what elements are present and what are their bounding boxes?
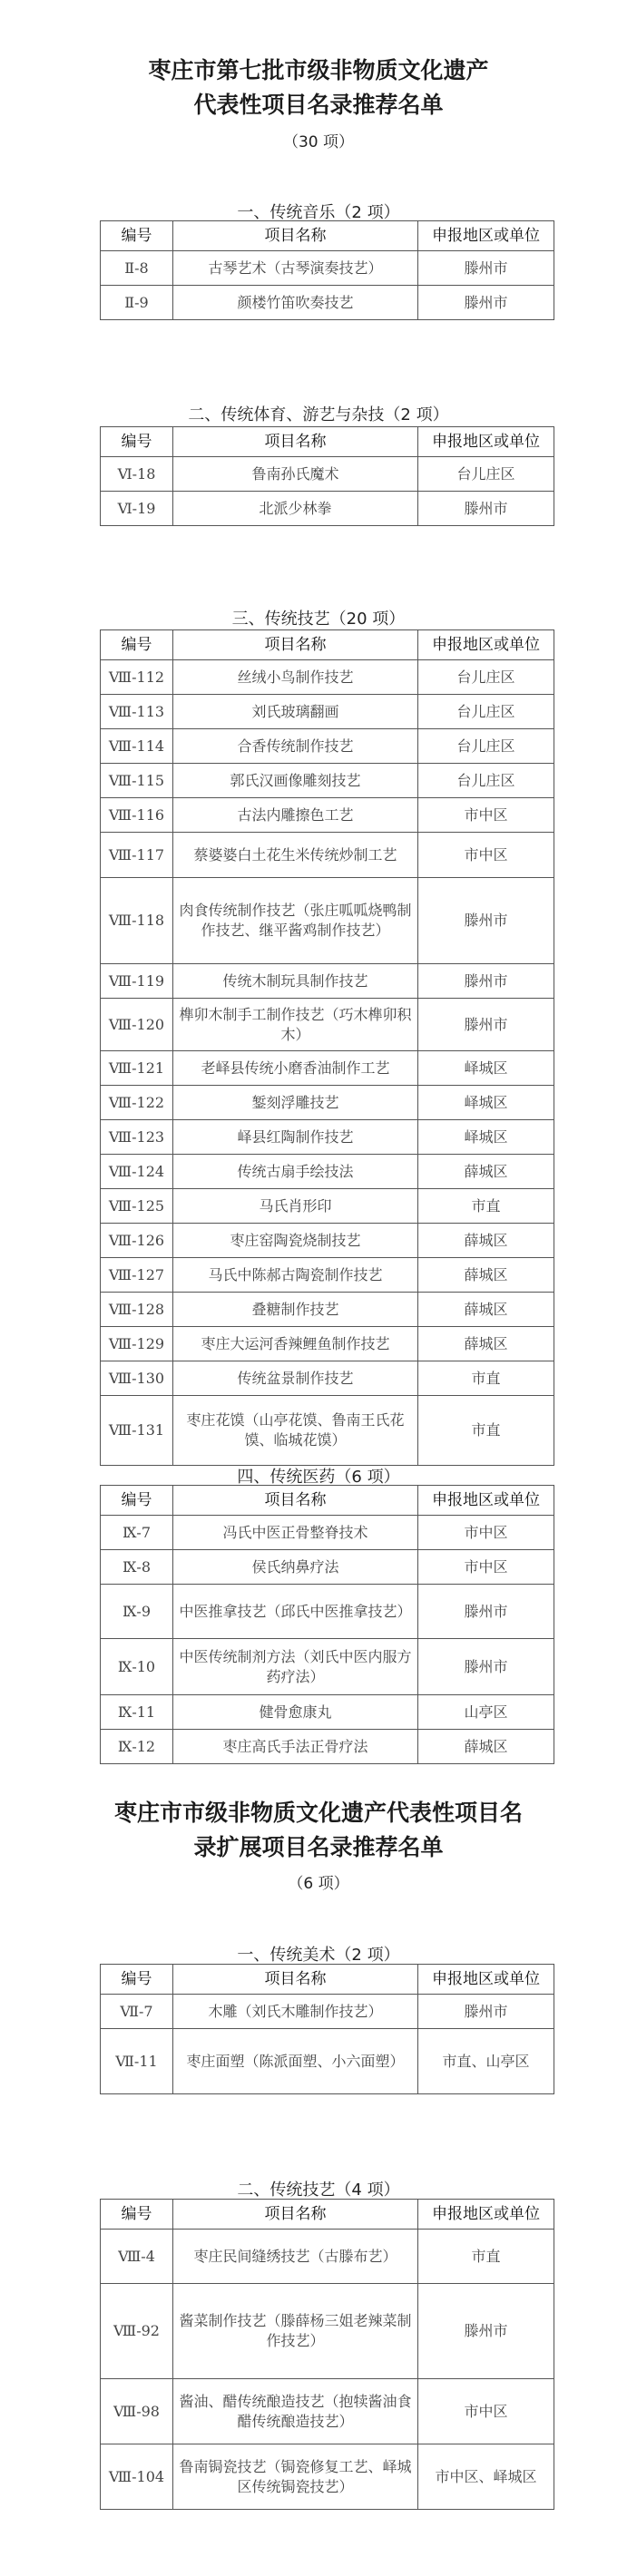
- table-row: [101, 2230, 554, 2284]
- heritage-table: [100, 2199, 554, 2510]
- item-code-cell: Ⅶ-11: [101, 2029, 173, 2094]
- item-name-cell: 枣庄高氏手法正骨疗法: [173, 1730, 418, 1764]
- item-code-cell: Ⅷ-113: [101, 695, 173, 729]
- item-code-cell: Ⅱ-9: [101, 286, 173, 320]
- header-cell: 申报地区或单位: [418, 221, 554, 251]
- item-code-cell: Ⅷ-114: [101, 729, 173, 764]
- item-region-cell: 市中区: [418, 833, 554, 878]
- table-row: [101, 878, 554, 964]
- item-region-cell: 市直: [418, 2230, 554, 2284]
- table-row: [101, 457, 554, 492]
- header-cell: 项目名称: [173, 1965, 418, 1995]
- item-code-cell: Ⅷ-117: [101, 833, 173, 878]
- item-name-cell: 颜楼竹笛吹奏技艺: [173, 286, 418, 320]
- item-name-cell: 肉食传统制作技艺（张庄呱呱烧鸭制作技艺、继平酱鸡制作技艺）: [173, 878, 418, 964]
- section-title: 二、传统技艺（4 项）: [237, 2181, 400, 2200]
- table-row: [101, 251, 554, 286]
- item-name-cell: 古法内雕擦色工艺: [173, 798, 418, 833]
- doc2-title-line2: 录扩展项目名录推荐名单: [193, 1834, 444, 1860]
- item-region-cell: 峄城区: [418, 1120, 554, 1155]
- item-code-cell: Ⅷ-119: [101, 964, 173, 999]
- doc2-title-line1: 枣庄市市级非物质文化遗产代表性项目名: [113, 1800, 523, 1826]
- item-region-cell: 山亭区: [418, 1695, 554, 1730]
- item-region-cell: 峄城区: [418, 1086, 554, 1120]
- item-name-cell: 马氏中陈郝古陶瓷制作技艺: [173, 1258, 418, 1293]
- table-header-row: [101, 221, 554, 251]
- item-name-cell: 峄县红陶制作技艺: [173, 1120, 418, 1155]
- table-row: [101, 833, 554, 878]
- item-region-cell: 滕州市: [418, 251, 554, 286]
- heritage-table: [100, 629, 554, 1466]
- table-row: [101, 764, 554, 798]
- section-title: 一、传统美术（2 项）: [237, 1946, 400, 1965]
- heritage-table: [100, 220, 554, 320]
- item-code-cell: Ⅷ-116: [101, 798, 173, 833]
- item-name-cell: 錾刻浮雕技艺: [173, 1086, 418, 1120]
- item-region-cell: 滕州市: [418, 999, 554, 1051]
- item-name-cell: 侯氏纳鼻疗法: [173, 1550, 418, 1585]
- table-row: [101, 1155, 554, 1189]
- header-cell: 编号: [101, 2200, 173, 2230]
- table-row: [101, 1120, 554, 1155]
- table-row: [101, 2379, 554, 2444]
- header-cell: 项目名称: [173, 630, 418, 660]
- table-header-row: [101, 2200, 554, 2230]
- item-region-cell: 薛城区: [418, 1293, 554, 1327]
- table-row: [101, 1361, 554, 1396]
- item-code-cell: Ⅶ-7: [101, 1995, 173, 2029]
- heritage-table: [100, 1964, 554, 2094]
- header-cell: 申报地区或单位: [418, 1965, 554, 1995]
- table-row: [101, 2284, 554, 2379]
- header-cell: 申报地区或单位: [418, 630, 554, 660]
- item-region-cell: 薛城区: [418, 1155, 554, 1189]
- header-cell: 项目名称: [173, 427, 418, 457]
- table-row: [101, 2444, 554, 2510]
- table-row: [101, 1639, 554, 1695]
- item-region-cell: 滕州市: [418, 1585, 554, 1639]
- item-code-cell: Ⅷ-92: [101, 2284, 173, 2379]
- doc1-title-line1: 枣庄市第七批市级非物质文化遗产: [148, 57, 489, 83]
- item-region-cell: 市中区: [418, 1516, 554, 1550]
- item-region-cell: 滕州市: [418, 878, 554, 964]
- table-row: [101, 1995, 554, 2029]
- table-row: [101, 964, 554, 999]
- table-row: [101, 1224, 554, 1258]
- item-region-cell: 台儿庄区: [418, 457, 554, 492]
- header-cell: 编号: [101, 1486, 173, 1516]
- heritage-table: [100, 1485, 554, 1764]
- item-name-cell: 中医推拿技艺（邱氏中医推拿技艺）: [173, 1585, 418, 1639]
- table-row: [101, 1086, 554, 1120]
- item-region-cell: 台儿庄区: [418, 764, 554, 798]
- item-name-cell: 刘氏玻璃翻画: [173, 695, 418, 729]
- header-cell: 项目名称: [173, 221, 418, 251]
- item-code-cell: Ⅷ-128: [101, 1293, 173, 1327]
- table-row: [101, 1516, 554, 1550]
- item-code-cell: Ⅵ-18: [101, 457, 173, 492]
- item-region-cell: 台儿庄区: [418, 695, 554, 729]
- item-region-cell: 滕州市: [418, 1639, 554, 1695]
- item-code-cell: Ⅱ-8: [101, 251, 173, 286]
- item-code-cell: Ⅷ-121: [101, 1051, 173, 1086]
- item-name-cell: 传统古扇手绘技法: [173, 1155, 418, 1189]
- table-header-row: [101, 427, 554, 457]
- table-row: [101, 999, 554, 1051]
- table-row: [101, 1051, 554, 1086]
- item-code-cell: Ⅸ-12: [101, 1730, 173, 1764]
- table-row: [101, 1293, 554, 1327]
- item-region-cell: 台儿庄区: [418, 660, 554, 695]
- item-name-cell: 蔡婆婆白土花生米传统炒制工艺: [173, 833, 418, 878]
- header-cell: 编号: [101, 630, 173, 660]
- doc1-count: （30 项）: [282, 133, 355, 151]
- item-name-cell: 中医传统制剂方法（刘氏中医内服方药疗法）: [173, 1639, 418, 1695]
- item-code-cell: Ⅷ-123: [101, 1120, 173, 1155]
- item-code-cell: Ⅷ-118: [101, 878, 173, 964]
- item-region-cell: 市直、山亭区: [418, 2029, 554, 2094]
- item-code-cell: Ⅷ-104: [101, 2444, 173, 2510]
- item-name-cell: 合香传统制作技艺: [173, 729, 418, 764]
- section-title: 三、传统技艺（20 项）: [231, 610, 406, 629]
- item-code-cell: Ⅷ-4: [101, 2230, 173, 2284]
- item-name-cell: 枣庄花馍（山亭花馍、鲁南王氏花馍、临城花馍）: [173, 1396, 418, 1466]
- item-name-cell: 叠糖制作技艺: [173, 1293, 418, 1327]
- item-code-cell: Ⅷ-124: [101, 1155, 173, 1189]
- item-name-cell: 北派少林拳: [173, 492, 418, 526]
- item-code-cell: Ⅷ-127: [101, 1258, 173, 1293]
- doc2-count: （6 项）: [288, 1875, 349, 1893]
- item-code-cell: Ⅷ-112: [101, 660, 173, 695]
- item-name-cell: 传统木制玩具制作技艺: [173, 964, 418, 999]
- item-code-cell: Ⅸ-11: [101, 1695, 173, 1730]
- table-row: [101, 798, 554, 833]
- item-name-cell: 榫卯木制手工制作技艺（巧木榫卯积木）: [173, 999, 418, 1051]
- item-code-cell: Ⅸ-8: [101, 1550, 173, 1585]
- item-code-cell: Ⅷ-130: [101, 1361, 173, 1396]
- section-title: 二、传统体育、游艺与杂技（2 项）: [188, 405, 449, 424]
- item-region-cell: 市中区、峄城区: [418, 2444, 554, 2510]
- item-name-cell: 枣庄窑陶瓷烧制技艺: [173, 1224, 418, 1258]
- table-row: [101, 1396, 554, 1466]
- item-region-cell: 市中区: [418, 1550, 554, 1585]
- table-row: [101, 1550, 554, 1585]
- item-region-cell: 薛城区: [418, 1258, 554, 1293]
- item-code-cell: Ⅷ-125: [101, 1189, 173, 1224]
- header-cell: 申报地区或单位: [418, 1486, 554, 1516]
- item-name-cell: 酱油、醋传统酿造技艺（抱犊酱油食醋传统酿造技艺）: [173, 2379, 418, 2444]
- item-code-cell: Ⅵ-19: [101, 492, 173, 526]
- item-name-cell: 郭氏汉画像雕刻技艺: [173, 764, 418, 798]
- table-row: [101, 1327, 554, 1361]
- item-code-cell: Ⅸ-9: [101, 1585, 173, 1639]
- item-code-cell: Ⅷ-115: [101, 764, 173, 798]
- item-name-cell: 酱菜制作技艺（滕薛杨三姐老辣菜制作技艺）: [173, 2284, 418, 2379]
- item-name-cell: 枣庄大运河香辣鲤鱼制作技艺: [173, 1327, 418, 1361]
- table-row: [101, 1730, 554, 1764]
- item-code-cell: Ⅷ-129: [101, 1327, 173, 1361]
- item-region-cell: 峄城区: [418, 1051, 554, 1086]
- item-code-cell: Ⅷ-98: [101, 2379, 173, 2444]
- item-region-cell: 台儿庄区: [418, 729, 554, 764]
- table-row: [101, 286, 554, 320]
- table-row: [101, 1695, 554, 1730]
- item-region-cell: 滕州市: [418, 1995, 554, 2029]
- table-header-row: [101, 1486, 554, 1516]
- item-name-cell: 木雕（刘氏木雕制作技艺）: [173, 1995, 418, 2029]
- item-name-cell: 鲁南锔瓷技艺（锔瓷修复工艺、峄城区传统锔瓷技艺）: [173, 2444, 418, 2510]
- item-region-cell: 薛城区: [418, 1224, 554, 1258]
- item-name-cell: 健骨愈康丸: [173, 1695, 418, 1730]
- item-code-cell: Ⅷ-122: [101, 1086, 173, 1120]
- item-name-cell: 传统盆景制作技艺: [173, 1361, 418, 1396]
- header-cell: 申报地区或单位: [418, 427, 554, 457]
- item-name-cell: 鲁南孙氏魔术: [173, 457, 418, 492]
- item-region-cell: 薛城区: [418, 1730, 554, 1764]
- item-region-cell: 滕州市: [418, 286, 554, 320]
- item-name-cell: 马氏肖形印: [173, 1189, 418, 1224]
- heritage-table: [100, 426, 554, 526]
- item-code-cell: Ⅸ-7: [101, 1516, 173, 1550]
- item-name-cell: 老峄县传统小磨香油制作工艺: [173, 1051, 418, 1086]
- table-row: [101, 660, 554, 695]
- item-region-cell: 滕州市: [418, 2284, 554, 2379]
- item-region-cell: 市中区: [418, 798, 554, 833]
- header-cell: 编号: [101, 1965, 173, 1995]
- item-code-cell: Ⅸ-10: [101, 1639, 173, 1695]
- section-title: 四、传统医药（6 项）: [237, 1468, 400, 1487]
- section-title: 一、传统音乐（2 项）: [237, 203, 400, 222]
- item-region-cell: 市直: [418, 1396, 554, 1466]
- doc1-title-line2: 代表性项目名录推荐名单: [193, 92, 444, 118]
- item-name-cell: 古琴艺术（古琴演奏技艺）: [173, 251, 418, 286]
- item-region-cell: 滕州市: [418, 964, 554, 999]
- table-header-row: [101, 630, 554, 660]
- header-cell: 编号: [101, 427, 173, 457]
- item-name-cell: 冯氏中医正骨整脊技术: [173, 1516, 418, 1550]
- item-region-cell: 市直: [418, 1189, 554, 1224]
- item-region-cell: 市中区: [418, 2379, 554, 2444]
- header-cell: 申报地区或单位: [418, 2200, 554, 2230]
- table-header-row: [101, 1965, 554, 1995]
- item-code-cell: Ⅷ-131: [101, 1396, 173, 1466]
- header-cell: 编号: [101, 221, 173, 251]
- item-name-cell: 枣庄面塑（陈派面塑、小六面塑）: [173, 2029, 418, 2094]
- table-row: [101, 1585, 554, 1639]
- item-region-cell: 滕州市: [418, 492, 554, 526]
- table-row: [101, 695, 554, 729]
- table-row: [101, 1258, 554, 1293]
- table-row: [101, 729, 554, 764]
- item-code-cell: Ⅷ-120: [101, 999, 173, 1051]
- header-cell: 项目名称: [173, 2200, 418, 2230]
- header-cell: 项目名称: [173, 1486, 418, 1516]
- item-region-cell: 市直: [418, 1361, 554, 1396]
- table-row: [101, 2029, 554, 2094]
- item-name-cell: 枣庄民间缝绣技艺（古滕布艺）: [173, 2230, 418, 2284]
- table-row: [101, 1189, 554, 1224]
- item-region-cell: 薛城区: [418, 1327, 554, 1361]
- item-name-cell: 丝绒小鸟制作技艺: [173, 660, 418, 695]
- item-code-cell: Ⅷ-126: [101, 1224, 173, 1258]
- table-row: [101, 492, 554, 526]
